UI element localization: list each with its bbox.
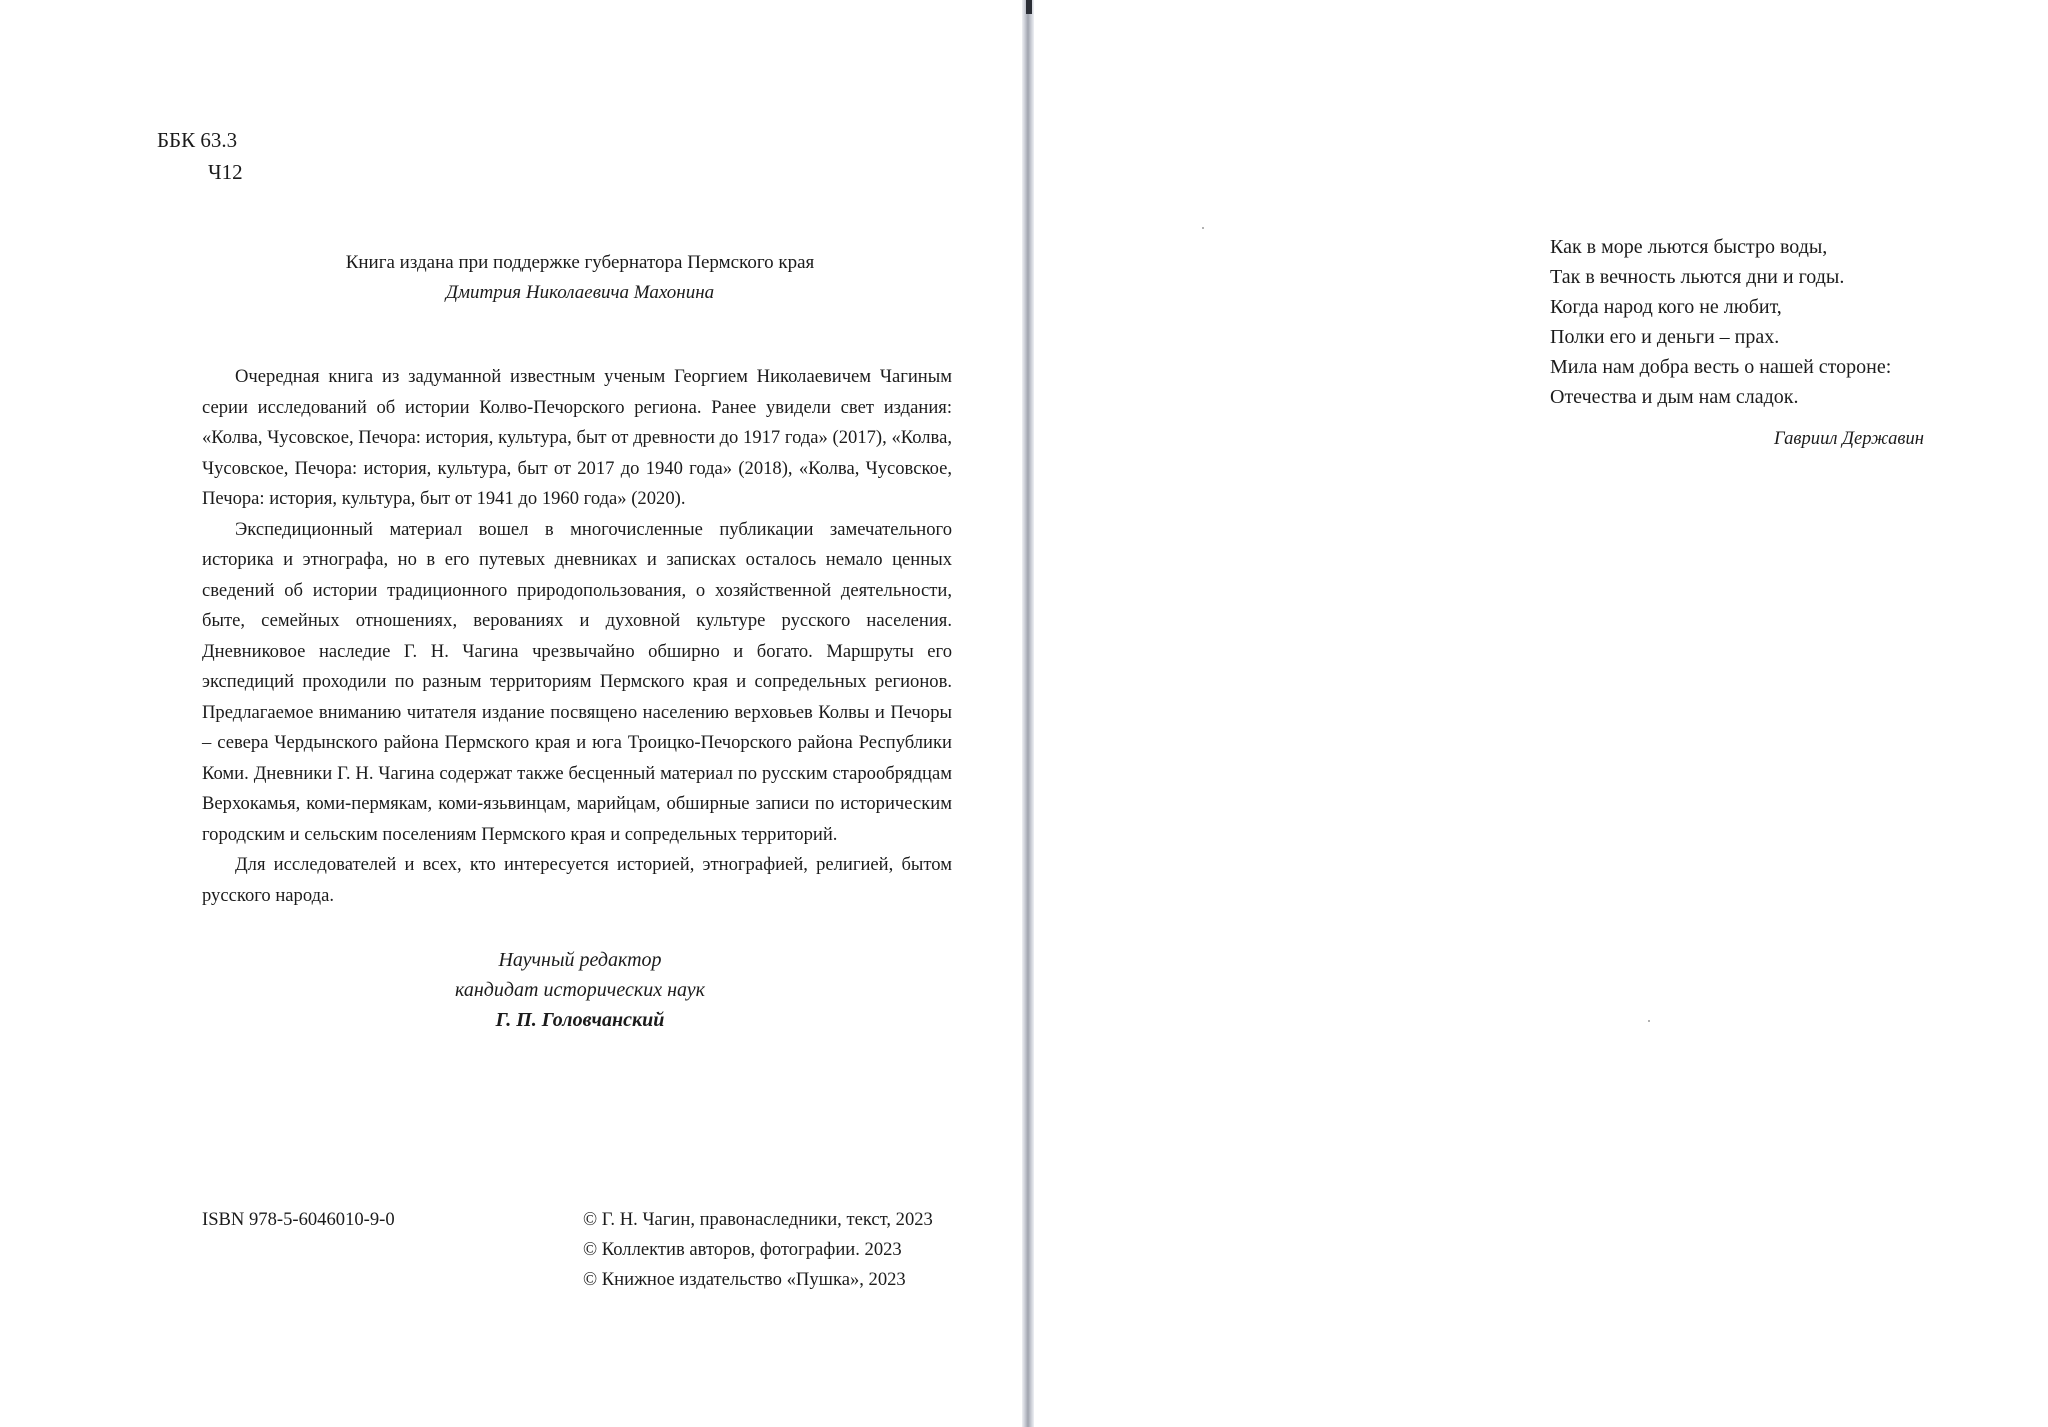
poem-author: Гавриил Державин <box>1774 428 1924 449</box>
abstract-paragraph: Для исследователей и всех, кто интересуется историей, этнографией, религией, бытом русского народа. <box>202 854 952 906</box>
bbk-code: ББК 63.3 <box>157 128 238 152</box>
copyright-line: © Г. Н. Чагин, правонаследники, текст, 2023 <box>583 1209 933 1230</box>
poem-line: Когда народ кого не любит, <box>1550 296 1782 318</box>
paper-speck <box>1202 227 1204 229</box>
right-page <box>1034 0 2048 1427</box>
poem-line: Как в море льются быстро воды, <box>1550 236 1828 258</box>
abstract-paragraph: Экспедиционный материал вошел в многочисленные публикации замечательного историка и этнографа, но в его путевых дневниках и записках осталось немало ценных сведений об истории традиционного природопользования, о хозяйственной деятельности, быте, семейных отношениях, верованиях и духовной культуре русского населения. Дневниковое наследие Г. Н. Чагина чрезвычайно обширно и богато. Маршруты его экспедиций проходили по разным территориям Пермского края и сопредельных регионов. Предлагаемое вниманию читателя издание посвящено населению верховьев Колвы и Печоры – севера Чердынского района Пермского края и юга Троицко-Печорского района Республики Коми. Дневники Г. Н. Чагина содержат также бесценный материал по русским старообрядцам Верхокамья, коми-пермякам, коми-язьвинцам, марийцам, обширные записи по историческим городским и сельским поселениям Пермского края и сопредельных территорий. <box>202 518 952 845</box>
bbk-classification <box>157 124 243 188</box>
poem-line: Полки его и деньги – прах. <box>1550 326 1780 348</box>
support-note <box>200 248 960 308</box>
book-gutter <box>1022 0 1034 1427</box>
isbn: ISBN 978-5-6046010-9-0 <box>202 1209 395 1230</box>
copyright-line: © Коллектив авторов, фотографии. 2023 <box>583 1239 902 1260</box>
abstract <box>202 362 952 911</box>
gutter-edge <box>1026 0 1032 14</box>
support-line: Книга издана при поддержке губернатора Пермского края <box>345 252 815 273</box>
scientific-editor <box>300 945 860 1035</box>
poem-line: Так в вечность льются дни и годы. <box>1550 266 1845 288</box>
editor-name: Г. П. Головчанский <box>495 1009 665 1031</box>
governor-name: Дмитрия Николаевича Махонина <box>445 282 715 303</box>
paper-speck <box>1648 1020 1650 1022</box>
poem-line: Отечества и дым нам сладок. <box>1550 386 1799 408</box>
abstract-paragraph: Очередная книга из задуманной известным ученым Георгием Николаевичем Чагиным серии исследований об истории Колво-Печорского региона. Ранее увидели свет издания: «Колва, Чусовское, Печора: история, культура, быт от древности до 1917 года» (2017), «Колва, Чусовское, Печора: история, культура, быт от 2017 до 1940 года» (2018), «Колва, Чусовское, Печора: история, культура, быт от 1941 до 1960 года» (2020). <box>202 366 952 509</box>
author-mark: Ч12 <box>208 160 243 184</box>
editor-role: Научный редактор <box>498 949 662 971</box>
epigraph-poem <box>1550 232 1891 412</box>
editor-degree: кандидат исторических наук <box>455 979 705 1001</box>
copyright-line: © Книжное издательство «Пушка», 2023 <box>583 1269 906 1290</box>
poem-line: Мила нам добра весть о нашей стороне: <box>1550 356 1892 378</box>
copyright-block <box>583 1205 933 1295</box>
